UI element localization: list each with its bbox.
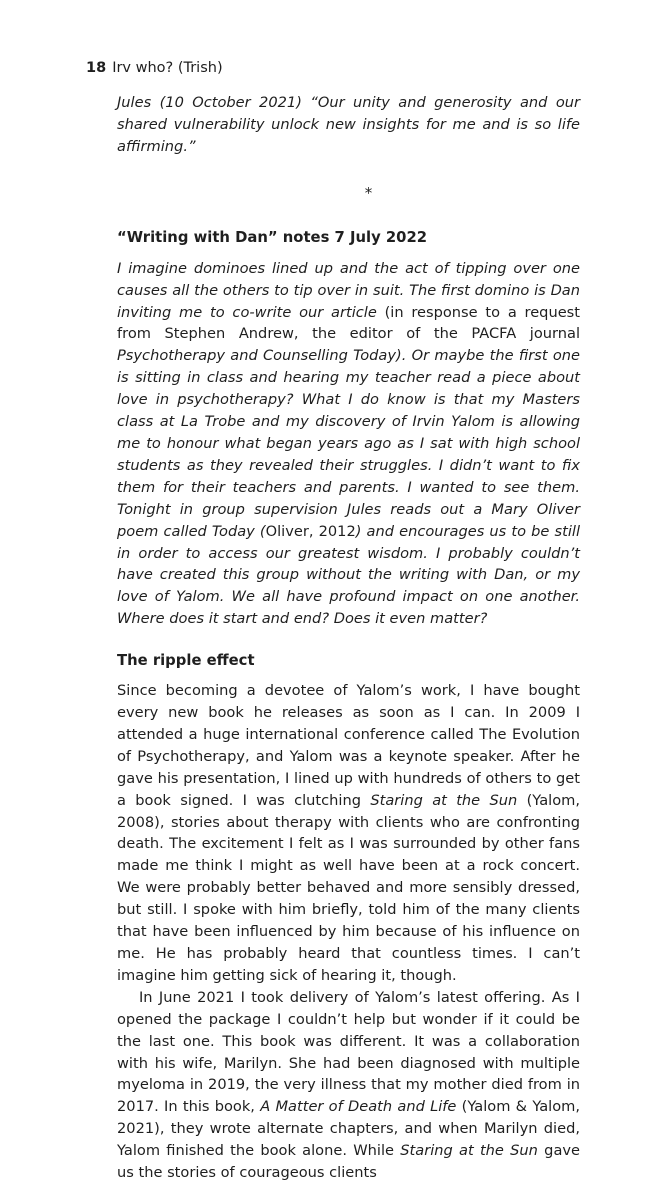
notes-heading: “Writing with Dan” notes 7 July 2022 <box>117 228 428 246</box>
opening-quote: Jules (10 October 2021) “Our unity and generosity and our shared vulnerability unlock new insights for me and is so life affirming.” <box>117 94 580 155</box>
ripple-text-1b: (Yalom, 2008), stories about therapy with clients who are confronting death. The excitement I felt as I was surrounded by other fans made me think I might as well have been at a rock concert. We were probably better behaved and more sensibly dressed, but still. I spoke with him briefly, told him of the many clients that have been influenced by him because of his influence on me. He has probably heard that countless times. I can’t imagine him getting sick of hearing it, though. <box>117 791 580 984</box>
notes-text-4: ). Or maybe the first one is sitting in class and hearing my teacher read a piece about love in psychotherapy? What I do know is that my Masters class at La Trobe and my discovery of Irvin Yalom is allowing me to honour what began years ago as I sat with high school students as they revealed their struggles. I didn’t want to fix them for their teachers and parents. I wanted to see them. Tonight in group supervision Jules reads out a Mary Oliver poem called Today ( <box>117 347 580 540</box>
notes-paragraph <box>117 258 580 630</box>
section-separator: * <box>364 183 373 202</box>
ripple-paragraph-2 <box>117 987 580 1184</box>
ripple-text-1a: Since becoming a devotee of Yalom’s work, I have bought every new book he releases as soon as I can. In 2009 I attended a huge international conference called The Evolution of Psychotherapy, and Yalom was a keynote speaker. After he gave his presentation, I lined up with hundreds of others to get a book signed. I was clutching <box>117 682 580 809</box>
ripple-text-2c: gave us the stories of courageous clients <box>117 1142 580 1182</box>
notes-text-1: I imagine dominoes lined up and the act of tipping over one causes all the others to tip over in suit. The first domino is Dan inviting me to co-write our article <box>117 259 580 321</box>
ripple-heading: The ripple effect <box>117 652 255 670</box>
book-title-matter: A Matter of Death and Life <box>260 1098 457 1116</box>
ripple-text-2b: (Yalom & Yalom, 2021), they wrote alternate chapters, and when Marilyn died, Yalom finished the book alone. While <box>117 1098 581 1160</box>
citation-oliver: Oliver, 2012 <box>265 522 356 540</box>
book-title-staring: Staring at the Sun <box>370 791 518 809</box>
page-number: 18 <box>86 60 107 76</box>
journal-title: Psychotherapy and Counselling Today <box>117 347 397 365</box>
notes-text-2: (in response to a request from Stephen Andrew, the editor of the PACFA journal <box>117 303 580 343</box>
book-title-staring-2: Staring at the Sun <box>400 1142 538 1160</box>
running-head <box>86 58 223 78</box>
notes-text-6: ) and encourages us to be still in order to access our greatest wisdom. I probably couldn’t have created this group without the writing with Dan, or my love of Yalom. We all have profound impact on one another. Where does it start and end? Does it even matter? <box>117 522 581 628</box>
ripple-text-2a: In June 2021 I took delivery of Yalom’s latest offering. As I opened the package I couldn’t help but wonder if it could be the last one. This book was different. It was a collaboration with his wife, Marilyn. She had been diagnosed with multiple myeloma in 2019, the very illness that my mother died from in 2017. In this book, <box>117 988 580 1116</box>
running-title: Irv who? (Trish) <box>112 60 223 76</box>
page-content <box>117 92 580 1184</box>
ripple-paragraph-1 <box>117 680 580 987</box>
